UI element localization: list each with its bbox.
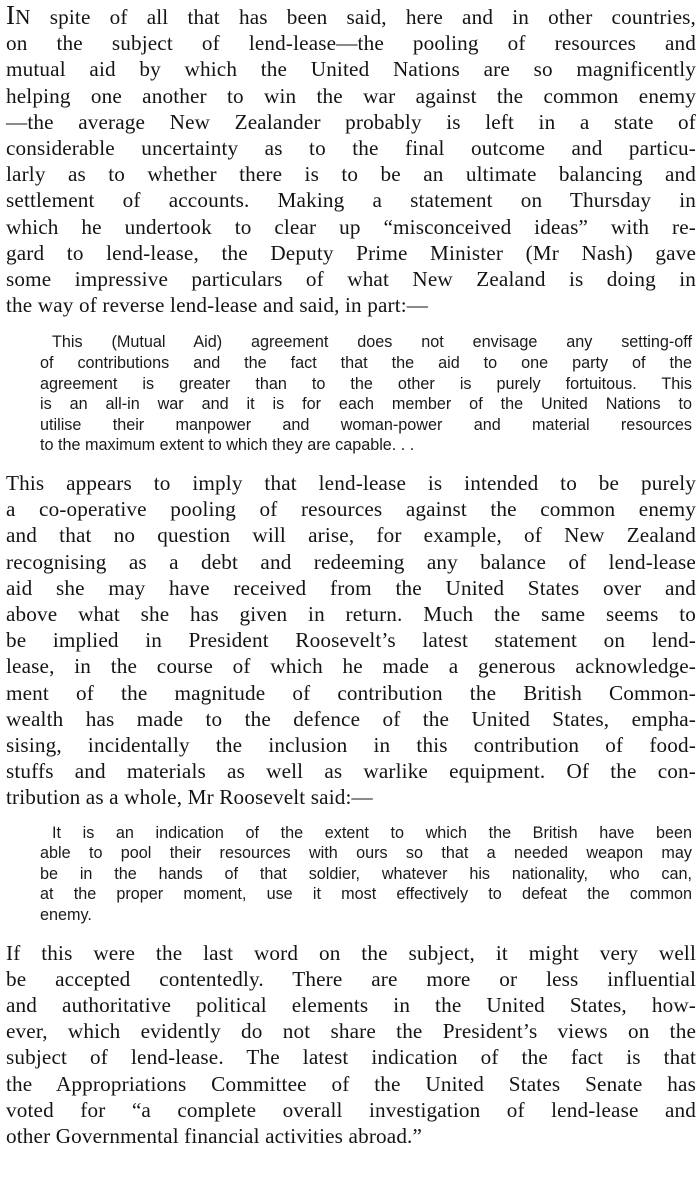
- text-line: which he undertook to clear up “misconceived ideas” with re-: [6, 214, 696, 239]
- text-line: sising, incidentally the inclusion in this contribution of food-: [6, 733, 696, 758]
- text-line: mutual aid by which the United Nations are so magnificently: [6, 57, 696, 82]
- text-line-content: N spite of all that has been said, here and in other countries,: [15, 5, 696, 29]
- text-line: If this were the last word on the subject, it might very well: [6, 940, 696, 965]
- text-line: helping one another to win the war against the common enemy: [6, 83, 696, 108]
- text-line: some impressive particulars of what New Zealand is doing in: [6, 267, 696, 292]
- text-line: —the average New Zealander probably is left in a state of: [6, 109, 696, 134]
- quote-line: be in the hands of that soldier, whatever his nationality, who can,: [40, 864, 692, 883]
- quote-roosevelt: [6, 823, 696, 926]
- paragraph-1: [6, 0, 696, 318]
- quote-line: is an all-in war and it is for each member of the United Nations to: [40, 395, 692, 414]
- text-line: wealth has made to the defence of the United States, empha-: [6, 706, 696, 731]
- text-line: be accepted contentedly. There are more or less influential: [6, 966, 696, 991]
- text-line: aid she may have received from the United States over and: [6, 575, 696, 600]
- text-line: gard to lend-lease, the Deputy Prime Minister (Mr Nash) gave: [6, 240, 696, 265]
- text-line: above what she has given in return. Much the same seems to: [6, 602, 696, 627]
- text-line: settlement of accounts. Making a statement on Thursday in: [6, 188, 696, 213]
- text-line: be implied in President Roosevelt’s latest statement on lend-: [6, 628, 696, 653]
- text-line: ever, which evidently do not share the President’s views on the: [6, 1019, 696, 1044]
- text-line: a co-operative pooling of resources against the common enemy: [6, 497, 696, 522]
- paragraph-2: [6, 470, 696, 811]
- quote-line: enemy.: [40, 906, 92, 925]
- text-line: voted for “a complete overall investigation of lend-lease and: [6, 1097, 696, 1122]
- quote-line: This (Mutual Aid) agreement does not envisage any setting-off: [52, 333, 692, 352]
- quote-line: agreement is greater than to the other is purely fortuitous. This: [40, 374, 692, 393]
- paragraph-3: [6, 940, 696, 1150]
- quote-line: of contributions and the fact that the aid to one party of the: [40, 354, 692, 373]
- text-line: This appears to imply that lend-lease is intended to be purely: [6, 471, 696, 495]
- text-line: other Governmental financial activities abroad.”: [6, 1124, 423, 1149]
- text-line: lease, in the course of which he made a generous acknowledge-: [6, 654, 696, 679]
- text-line: and authoritative political elements in the United States, how-: [6, 993, 696, 1018]
- quote-line: at the proper moment, use it most effectively to defeat the common: [40, 885, 692, 904]
- text-line: [6, 0, 696, 30]
- text-line: stuffs and materials as well as warlike equipment. Of the con-: [6, 759, 696, 784]
- text-line: and that no question will arise, for example, of New Zealand: [6, 523, 696, 548]
- text-line: considerable uncertainty as to the final outcome and particu-: [6, 136, 696, 161]
- text-line: larly as to whether there is to be an ultimate balancing and: [6, 162, 696, 187]
- drop-cap: I: [6, 0, 16, 30]
- text-line: ment of the magnitude of contribution the British Common-: [6, 680, 696, 705]
- quote-line: able to pool their resources with ours so that a needed weapon may: [40, 844, 692, 863]
- quote-nash: [6, 332, 696, 456]
- text-line: recognising as a debt and redeeming any balance of lend-lease: [6, 549, 696, 574]
- text-line: subject of lend-lease. The latest indication of the fact is that: [6, 1045, 696, 1070]
- text-line: on the subject of lend-lease—the pooling of resources and: [6, 31, 696, 56]
- text-line: tribution as a whole, Mr Roosevelt said:—: [6, 785, 373, 810]
- quote-line: utilise their manpower and woman-power and material resources: [40, 415, 692, 434]
- text-line: the way of reverse lend-lease and said, in part:—: [6, 293, 429, 318]
- quote-line: to the maximum extent to which they are capable. . .: [40, 436, 415, 455]
- text-line: the Appropriations Committee of the United States Senate has: [6, 1071, 696, 1096]
- quote-line: It is an indication of the extent to which the British have been: [52, 823, 692, 842]
